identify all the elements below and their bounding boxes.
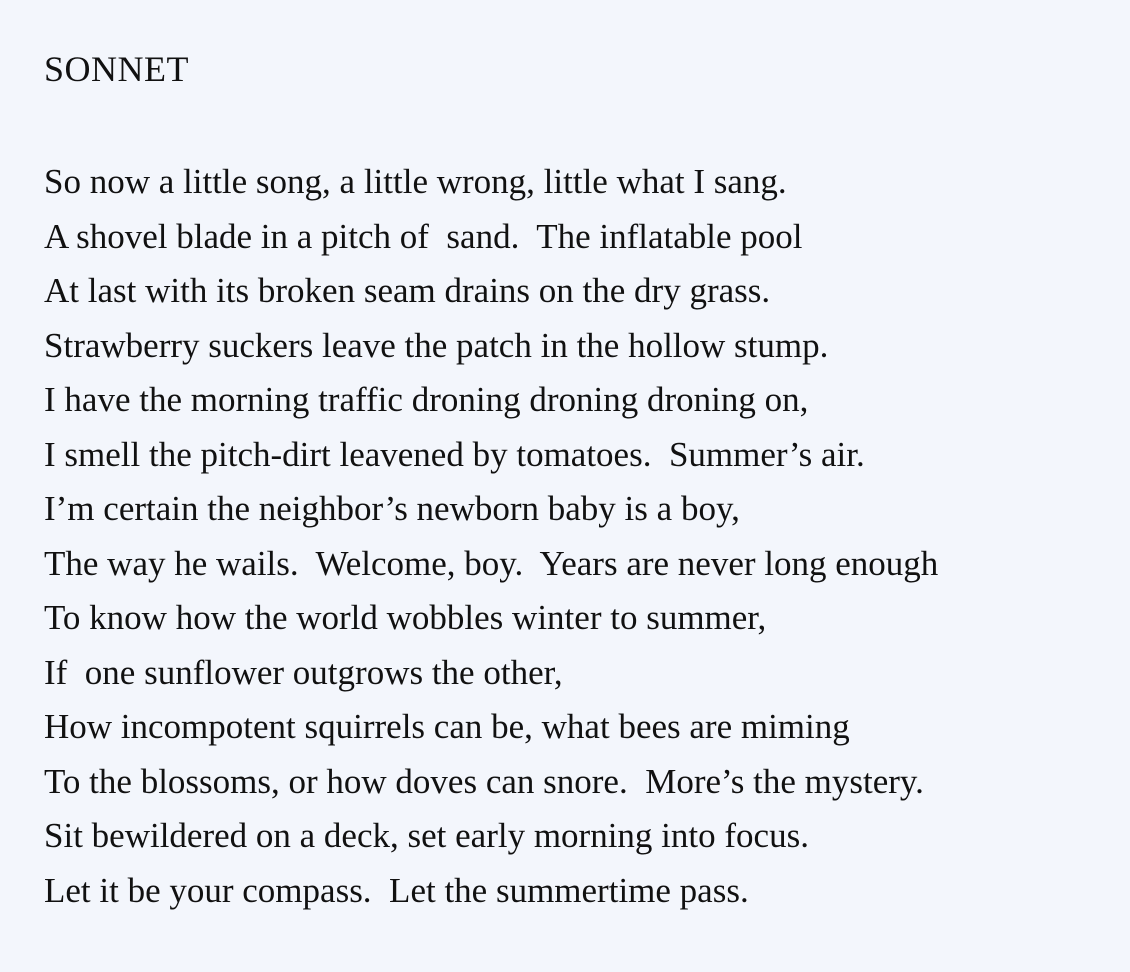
poem-line: I’m certain the neighbor’s newborn baby is a boy,: [44, 489, 740, 528]
poem-line: A shovel blade in a pitch of sand. The inflatable pool: [44, 216, 803, 256]
poem-lines: [44, 155, 938, 918]
poem-line: To know how the world wobbles winter to summer,: [44, 598, 767, 637]
poem-line: Strawberry suckers leave the patch in the hollow stump.: [44, 325, 829, 365]
poem-line: At last with its broken seam drains on the dry grass.: [44, 271, 771, 310]
poem-line: Let it be your compass. Let the summertime pass.: [44, 870, 749, 910]
poem-line: How incompotent squirrels can be, what bees are miming: [44, 707, 850, 746]
poem-line: I have the morning traffic droning droning droning on,: [44, 380, 809, 419]
poem-line: So now a little song, a little wrong, little what I sang.: [44, 162, 787, 201]
poem-line: The way he wails. Welcome, boy. Years are never long enough: [44, 543, 939, 583]
poem-title: SONNET: [44, 49, 189, 89]
poem-line: To the blossoms, or how doves can snore. More’s the mystery.: [44, 761, 924, 801]
poem-line: Sit bewildered on a deck, set early morning into focus.: [44, 816, 809, 855]
poem-line: I smell the pitch-dirt leavened by tomatoes. Summer’s air.: [44, 434, 865, 474]
poem-line: If one sunflower outgrows the other,: [44, 652, 563, 692]
